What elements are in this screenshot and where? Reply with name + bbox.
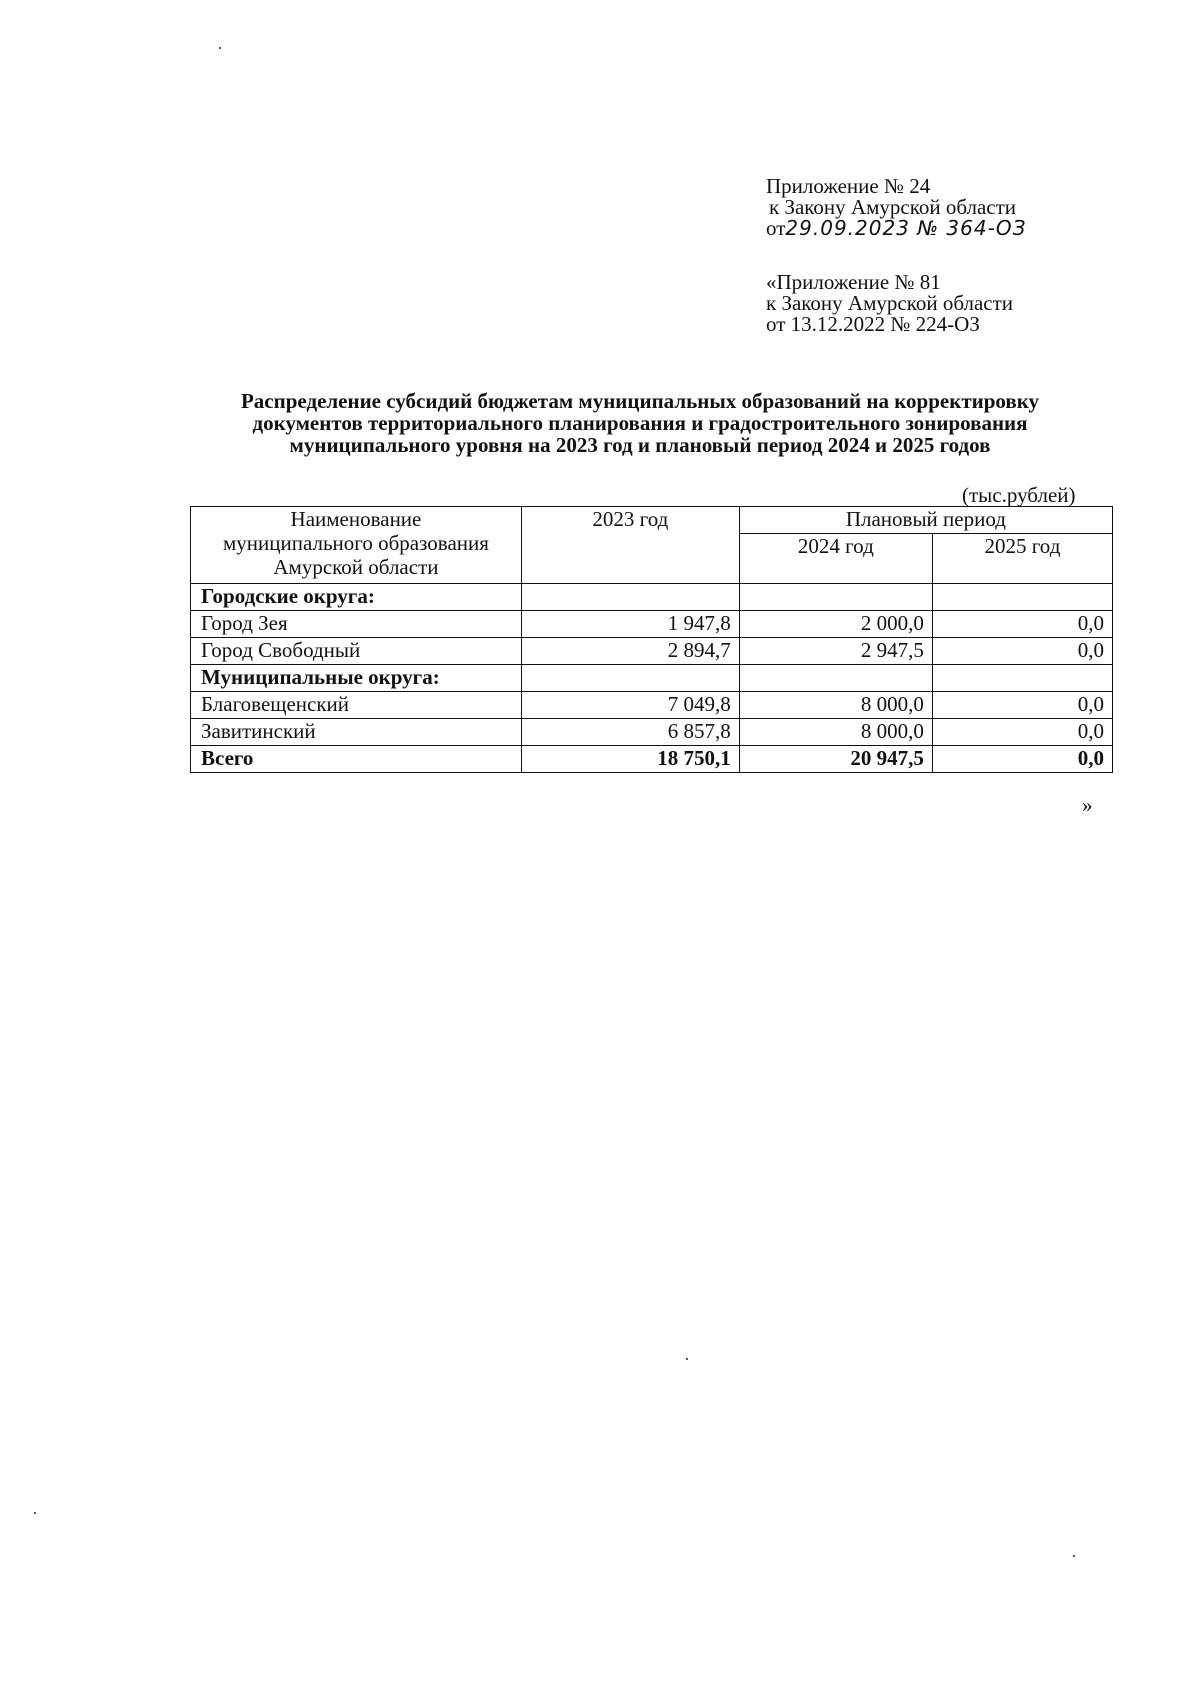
empty-cell (932, 665, 1112, 692)
empty-cell (739, 584, 932, 611)
total-label: Всего (191, 746, 522, 773)
value-2025: 0,0 (932, 692, 1112, 719)
table-row (191, 611, 1113, 638)
row-name: Город Зея (191, 611, 522, 638)
previous-law-reference: к Закону Амурской области (766, 291, 1014, 315)
value-2023: 1 947,8 (521, 611, 739, 638)
table-row (191, 692, 1113, 719)
subsidy-table (190, 506, 1113, 773)
value-2024: 2 000,0 (739, 611, 932, 638)
value-2024: 2 947,5 (739, 638, 932, 665)
value-2023: 6 857,8 (521, 719, 739, 746)
group-row (191, 584, 1113, 611)
table-row (191, 638, 1113, 665)
group-label: Городские округа: (191, 584, 522, 611)
value-2023: 2 894,7 (521, 638, 739, 665)
annex-header (766, 176, 1026, 239)
empty-cell (739, 665, 932, 692)
title-line: Распределение субсидий бюджетам муниципальных образований на корректировку (240, 389, 1040, 413)
adoption-date-line (766, 218, 1026, 239)
group-row (191, 665, 1113, 692)
scan-speck (34, 1512, 36, 1514)
header-name-line: Наименование (290, 507, 422, 531)
row-name: Благовещенский (191, 692, 522, 719)
table-header-row (191, 507, 1113, 534)
title-line: документов территориального планирования и градостроительного зонирования (252, 411, 1028, 435)
closing-quote: » (1082, 793, 1093, 817)
value-2025: 0,0 (932, 719, 1112, 746)
empty-cell (521, 665, 739, 692)
law-reference: к Закону Амурской области (769, 195, 1017, 219)
row-name: Завитинский (191, 719, 522, 746)
value-2024: 8 000,0 (739, 719, 932, 746)
total-2023: 18 750,1 (521, 746, 739, 773)
header-2023: 2023 год (521, 507, 739, 584)
document-title (180, 390, 1100, 456)
previous-annex-header (766, 272, 1013, 335)
scan-speck (686, 1358, 688, 1360)
value-2023: 7 049,8 (521, 692, 739, 719)
value-2025: 0,0 (932, 611, 1112, 638)
header-2024: 2024 год (739, 534, 932, 584)
scan-speck (1073, 1555, 1075, 1557)
previous-annex-label: «Приложение № 81 (766, 270, 941, 294)
total-2024: 20 947,5 (739, 746, 932, 773)
header-name (191, 507, 522, 584)
total-row (191, 746, 1113, 773)
handwritten-date: 29.09.2023 № 364-ОЗ (785, 216, 1027, 240)
value-2024: 8 000,0 (739, 692, 932, 719)
previous-date: от 13.12.2022 № 224-ОЗ (766, 312, 980, 336)
header-2025: 2025 год (932, 534, 1112, 584)
header-name-line: Амурской области (273, 555, 439, 579)
group-label: Муниципальные округа: (191, 665, 522, 692)
row-name: Город Свободный (191, 638, 522, 665)
header-planned-period: Плановый период (739, 507, 1112, 534)
annex-label: Приложение № 24 (766, 174, 931, 198)
empty-cell (932, 584, 1112, 611)
title-line: муниципального уровня на 2023 год и плановый период 2024 и 2025 годов (289, 433, 991, 457)
header-name-line: муниципального образования (223, 531, 489, 555)
empty-cell (521, 584, 739, 611)
value-2025: 0,0 (932, 638, 1112, 665)
units-note: (тыс.рублей) (962, 483, 1076, 507)
table-row (191, 719, 1113, 746)
date-prefix: от (766, 216, 786, 240)
total-2025: 0,0 (932, 746, 1112, 773)
scan-speck (219, 47, 221, 49)
